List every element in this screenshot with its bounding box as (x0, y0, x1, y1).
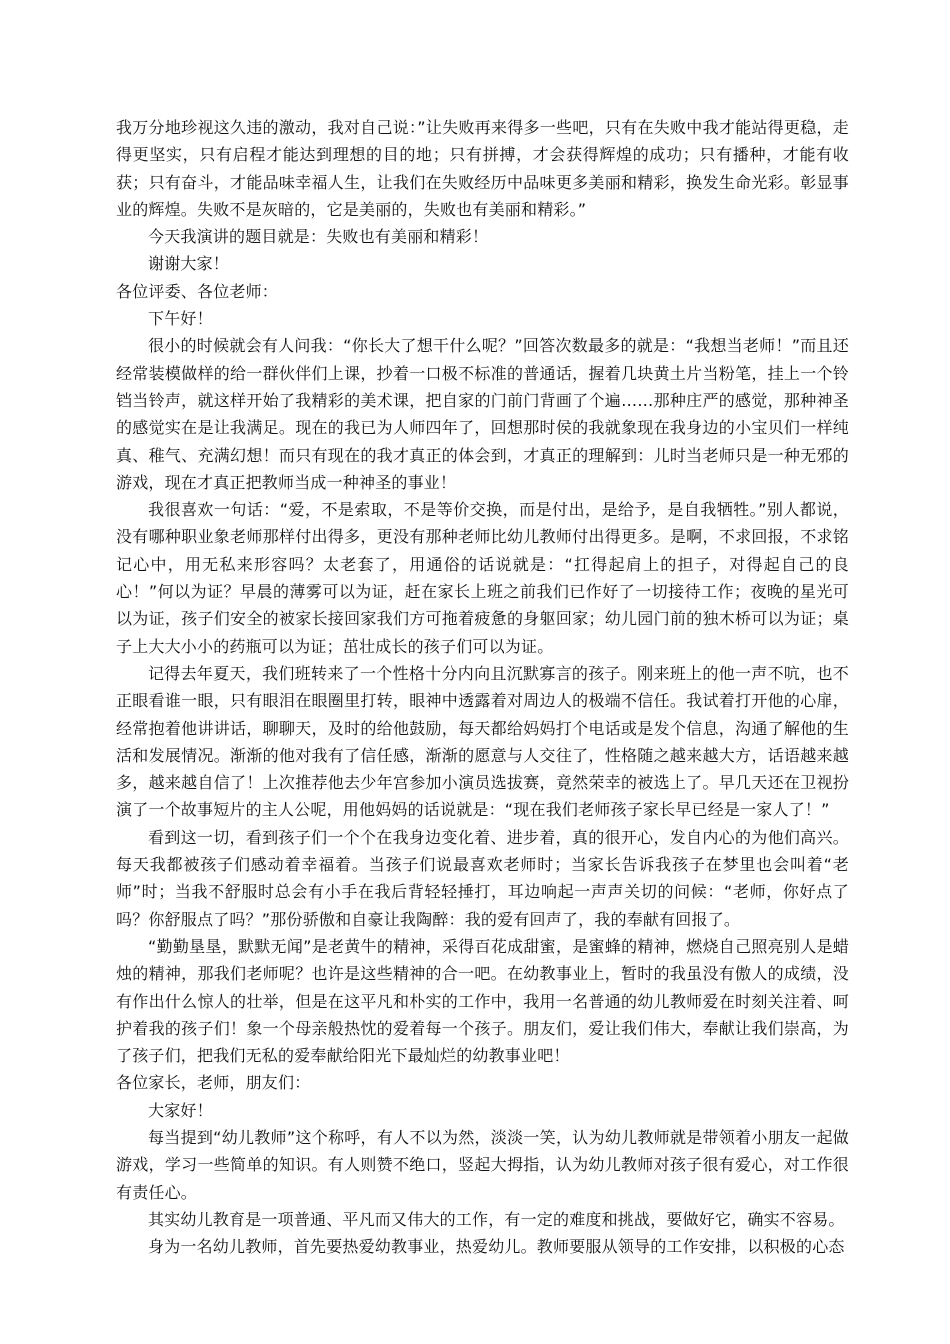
paragraph-kindergarten-teacher-title: 每当提到“幼儿教师”这个称呼，有人不以为然，淡淡一笑，认为幼儿教师就是带领着小朋友一起做游戏，学习一些简单的知识。有人则赞不绝口，竖起大拇指，认为幼儿教师对孩子很有爱心，对工作很有责任心。 (116, 1127, 849, 1202)
paragraph-early-education: 其实幼儿教育是一项普通、平凡而又伟大的工作，有一定的难度和挑战，要做好它，确实不容易。 (148, 1209, 845, 1229)
greeting-afternoon: 下午好！ (148, 309, 213, 329)
paragraph-children-progress: 看到这一切，看到孩子们一个个在我身边变化着、进步着，真的很开心，发自内心的为他们高兴。每天我都被孩子们感动着幸福着。当孩子们说最喜欢老师时；当家长告诉我孩子在梦里也会叫着“老师”时；当我不舒服时总会有小手在我后背轻轻捶打，耳边响起一声声关切的问候：“老师，你好点了吗？你舒服点了吗？”那份骄傲和自豪让我陶醉：我的爱有回声了，我的奉献有回报了。 (116, 827, 849, 929)
salutation-judges-teachers: 各位评委、各位老师： (116, 281, 279, 301)
greeting-everyone: 大家好！ (148, 1100, 213, 1120)
paragraph-last-summer: 记得去年夏天，我们班转来了一个性格十分内向且沉默寡言的孩子。刚来班上的他一声不吭，也不正眼看谁一眼，只有眼泪在眼圈里打转，眼神中透露着对周边人的极端不信任。我试着打开他的心扉，经常抱着他讲讲话，聊聊天，及时的给他鼓励，每天都给妈妈打个电话或是发个信息，沟通了解他的生活和发展情况。渐渐的他对我有了信任感，渐渐的愿意与人交往了，性格随之越来越大方，话语越来越多，越来越自信了！上次推荐他去少年宫参加小演员选拔赛，竟然荣幸的被选上了。早几天还在卫视扮演了一个故事短片的主人公呢，用他妈妈的话说就是：“现在我们老师孩子家长早已经是一家人了！” (116, 663, 849, 820)
paragraph-thanks: 谢谢大家！ (148, 254, 230, 274)
paragraph-love-dedication: 我很喜欢一句话：“爱，不是索取，不是等价交换，而是付出，是给予，是自我牺牲。”别人都说，没有哪种职业象老师那样付出得多，更没有那种老师比幼儿教师付出得更多。是啊，不求回报，不求铭记心中，用无私来形容吗？太老套了，用通俗的话说就是：“扛得起肩上的担子，对得起自己的良心！”何以为证？早晨的薄雾可以为证，赶在家长上班之前我们已作好了一切接待工作；夜晚的星光可以为证，孩子们安全的被家长接回家我们方可拖着疲惫的身躯回家；幼儿园门前的独木桥可以为证；桌子上大大小小的药瓶可以为证；茁壮成长的孩子们可以为证。 (116, 500, 849, 656)
paragraph-speech-conclusion: 我万分地珍视这久违的激动，我对自己说：”让失败再来得多一些吧，只有在失败中我才能站得更稳，走得更坚实，只有启程才能达到理想的目的地；只有拼搏，才会获得辉煌的成功；只有播种，才能有收获；只有奋斗，才能品味幸福人生，让我们在失败经历中品味更多美丽和精彩，换发生命光彩。彰显事业的辉煌。失败不是灰暗的，它是美丽的，失败也有美丽和精彩。” (116, 118, 849, 219)
document-page (116, 114, 849, 1260)
paragraph-love-career: 身为一名幼儿教师，首先要热爱幼教事业，热爱幼儿。教师要服从领导的工作安排，以积极的心态 (148, 1237, 845, 1257)
paragraph-speech-topic: 今天我演讲的题目就是：失败也有美丽和精彩！ (148, 227, 489, 247)
salutation-parents-friends: 各位家长，老师，朋友们： (116, 1073, 311, 1093)
paragraph-childhood-dream: 很小的时候就会有人问我：“你长大了想干什么呢？”回答次数最多的就是：“我想当老师！”而且还经常装模做样的给一群伙伴们上课，抄着一口极不标准的普通话，握着几块黄土片当粉笔，挂上一个铃铛当铃声，就这样开始了我精彩的美术课，把自家的门前门背画了个遍……那种庄严的感觉，那种神圣的感觉实在是让我满足。现在的我已为人师四年了，回想那时侯的我就象现在我身边的小宝贝们一样纯真、稚气、充满幻想！而只有现在的我才真正的体会到，才真正的理解到：儿时当老师只是一种无邪的游戏，现在才真正把教师当成一种神圣的事业！ (116, 336, 849, 492)
paragraph-teacher-spirit: “勤勤垦垦，默默无闻”是老黄牛的精神，采得百花成甜蜜，是蜜蜂的精神，燃烧自己照亮别人是蜡烛的精神，那我们老师呢？也许是这些精神的合一吧。在幼教事业上，暂时的我虽没有傲人的成绩，没有作出什么惊人的壮举，但是在这平凡和朴实的工作中，我用一名普通的幼儿教师爱在时刻关注着、呵护着我的孩子们！象一个母亲般热忱的爱着每一个孩子。朋友们，爱让我们伟大，奉献让我们崇高，为了孩子们，把我们无私的爱奉献给阳光下最灿烂的幼教事业吧！ (116, 936, 849, 1066)
